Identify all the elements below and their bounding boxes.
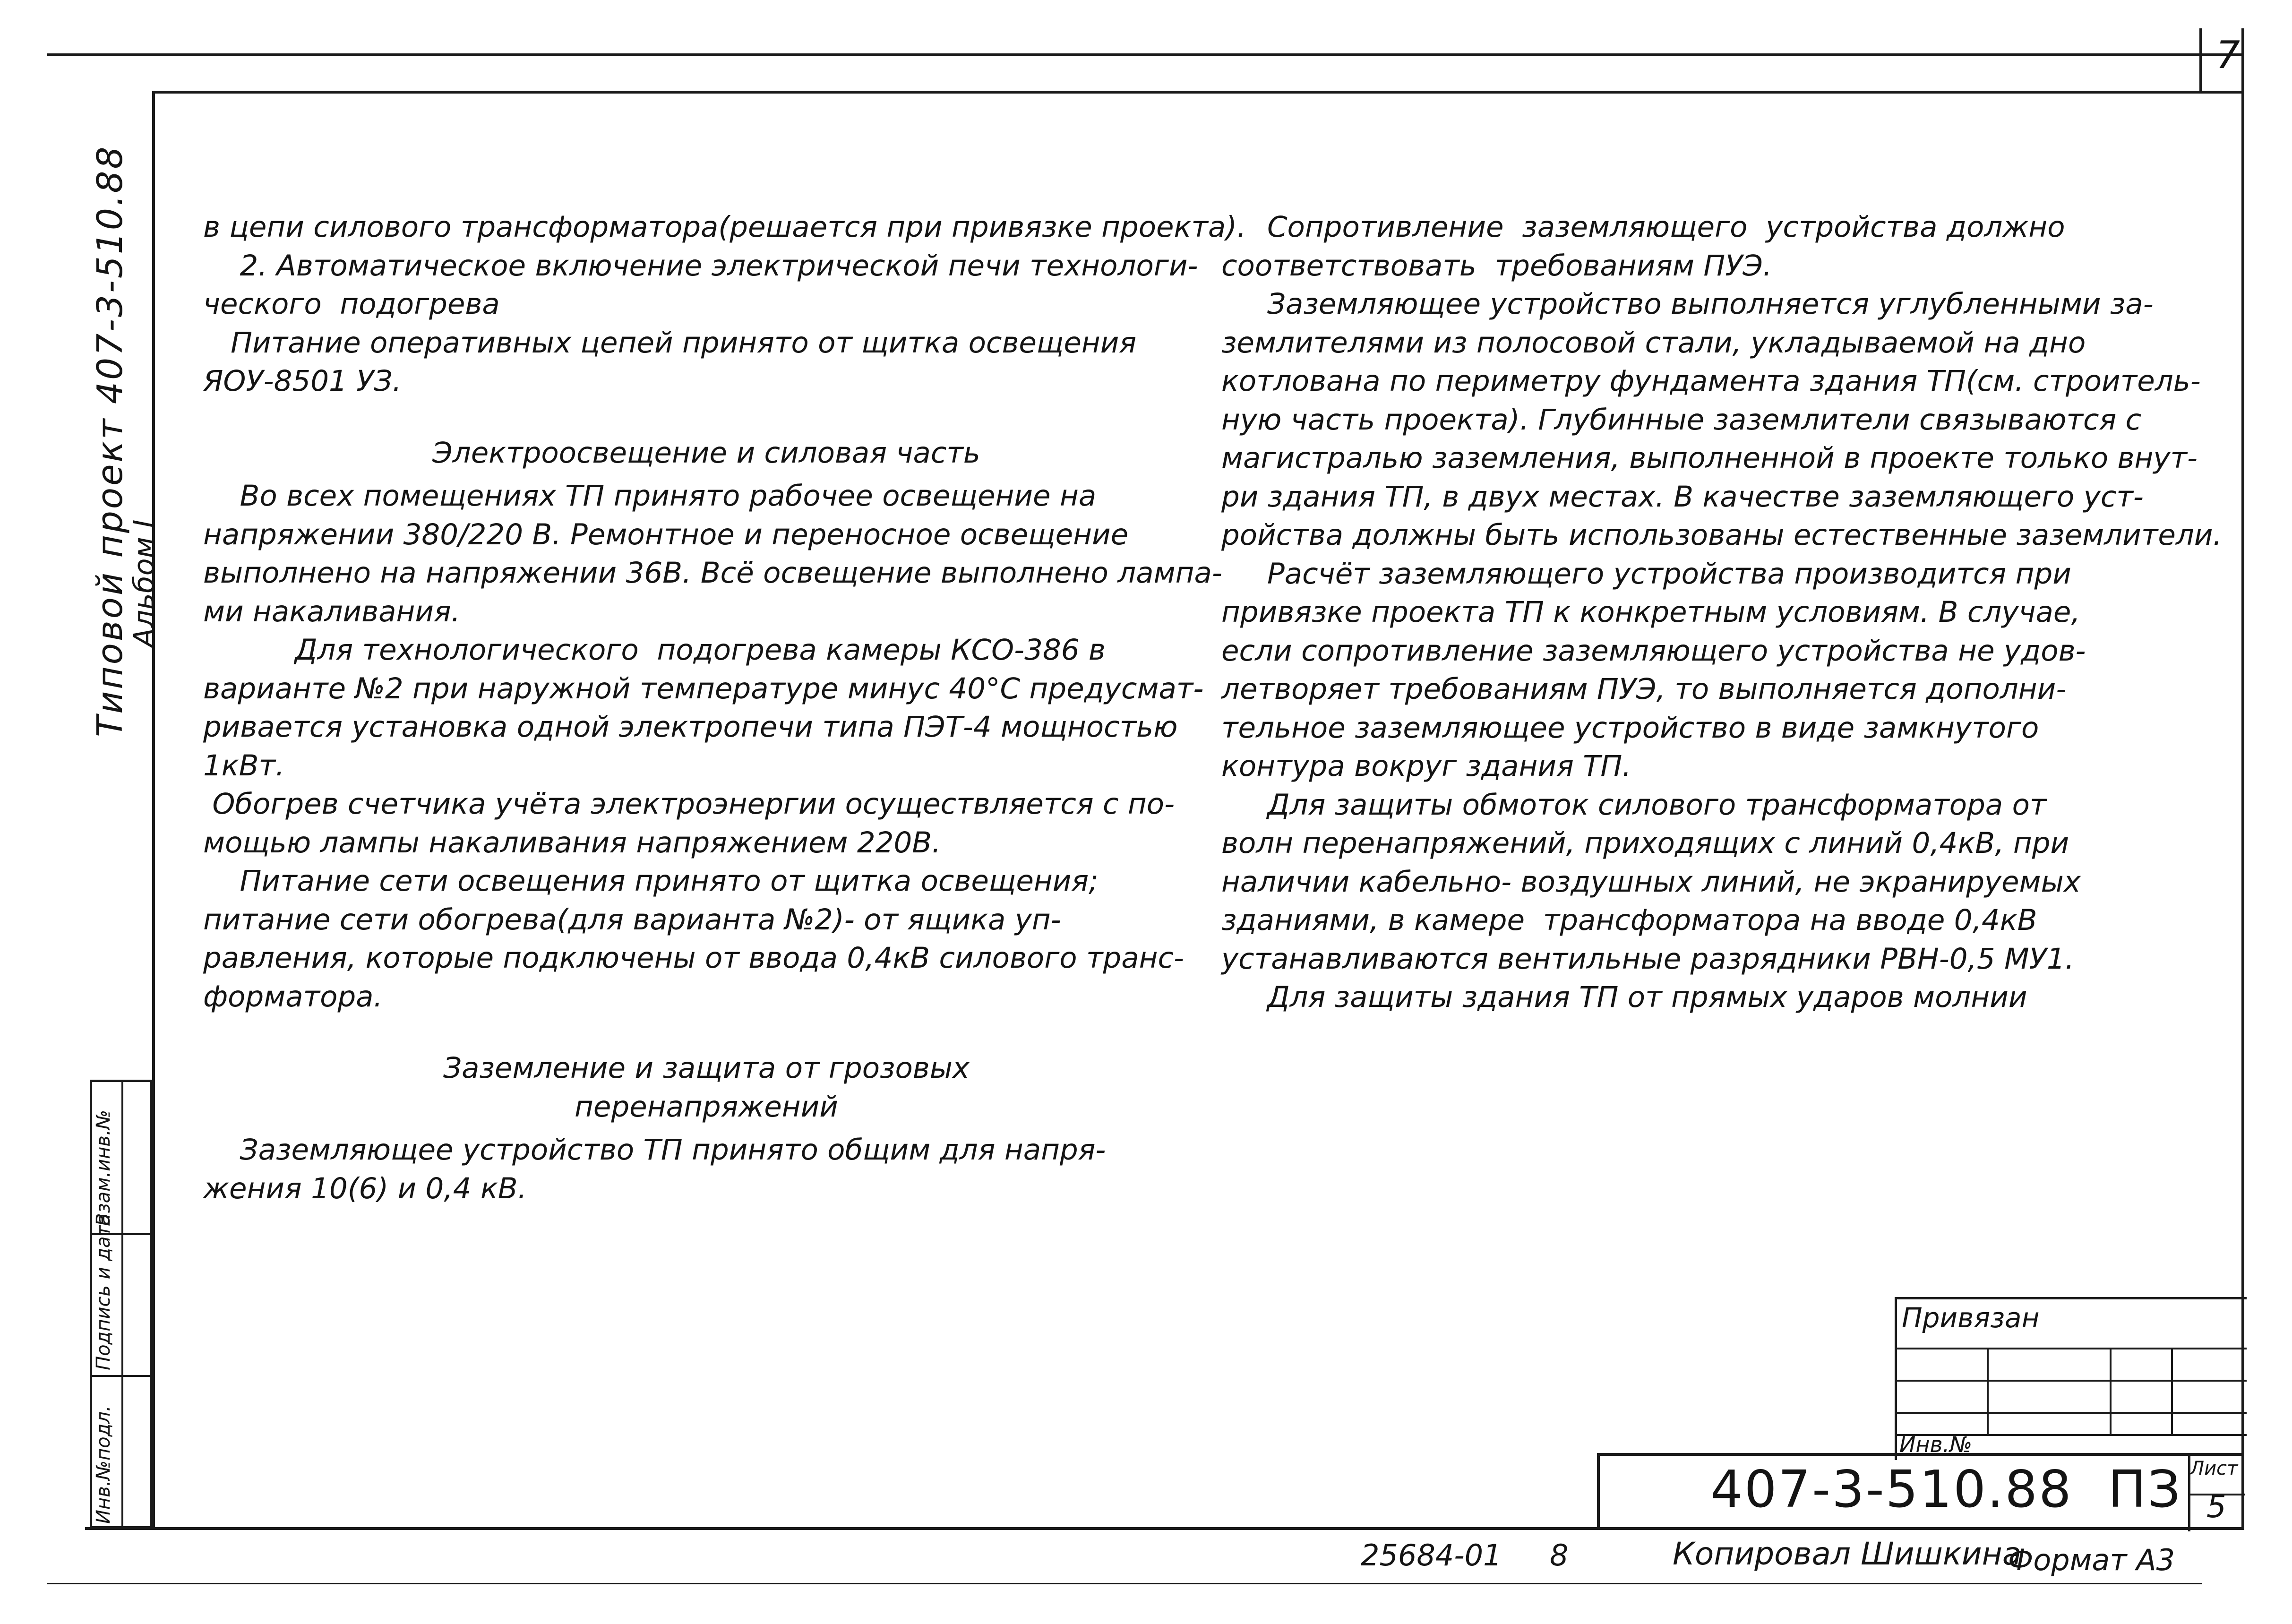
text-line: котлована по периметру фундамента здания ТП(см. строитель- <box>1221 364 2201 398</box>
paragraph <box>1221 555 2228 786</box>
text-line: Расчёт заземляющего устройства производится при <box>1221 557 2071 591</box>
text-line: если сопротивление заземляющего устройства не удов- <box>1221 634 2086 668</box>
paragraph <box>203 477 1222 631</box>
frame-left-line <box>152 91 155 1529</box>
paragraph <box>203 785 1210 862</box>
outer-bottom-line <box>47 1583 2202 1584</box>
stamp-label-signature-date: Подпись и дата <box>93 1213 114 1370</box>
text-line: Для защиты обмоток силового трансформатора от <box>1221 788 2047 822</box>
text-line: ройства должны быть использованы естественные заземлители. <box>1221 518 2222 552</box>
text-line: тельное заземляющее устройство в виде замкнутого <box>1221 711 2039 745</box>
sheet-label: Лист <box>2190 1458 2238 1479</box>
text-line: форматора. <box>203 980 383 1014</box>
stamp-label-replacement-inv: Взам.инв.№ <box>93 1109 114 1226</box>
text-line: Для технологического подогрева камеры КСО-386 в <box>203 633 1106 667</box>
text-line: летворяет требованиям ПУЭ, то выполняется дополни- <box>1221 672 2067 706</box>
paragraph <box>203 862 1210 1016</box>
text-line: мощью лампы накаливания напряжением 220В. <box>203 825 941 859</box>
text-line: Сопротивление заземляющего устройства должно <box>1221 210 2065 244</box>
paragraph <box>1221 786 2228 979</box>
paragraph <box>1221 208 2228 285</box>
frame-inner-top-line <box>152 91 2244 94</box>
order-index: 8 <box>1550 1538 1569 1572</box>
page-number-divider <box>2199 28 2202 93</box>
paragraph <box>203 324 1210 401</box>
text-line: Питание оперативных цепей принято от щитка освещения <box>203 326 1137 360</box>
text-line: наличии кабельно- воздушных линий, не экранируемых <box>1221 865 2081 899</box>
paragraph <box>203 1131 1210 1208</box>
text-line: 2. Автоматическое включение электрической печи технологи- <box>203 249 1198 283</box>
paragraph <box>203 631 1210 785</box>
left-text-column <box>203 208 1246 1208</box>
sheet-number: 5 <box>2206 1488 2226 1525</box>
text-line: напряжении 380/220 В. Ремонтное и переносное освещение <box>203 517 1129 551</box>
paragraph <box>203 247 1210 324</box>
text-line: варианте №2 при наружной температуре минус 40°С предусмат- <box>203 671 1204 705</box>
order-number: 25684-01 <box>1361 1538 1502 1572</box>
paragraph <box>203 208 1246 247</box>
doc-code: 407-3-510.88 ПЗ <box>1710 1460 2182 1519</box>
text-line: ческого подогрева <box>203 287 500 321</box>
stamp-label-inv-podl: Инв.№подл. <box>93 1405 114 1524</box>
text-line: устанавливаются вентильные разрядники РВН-0,5 МУ1. <box>1221 942 2075 976</box>
text-line: Заземляющее устройство ТП принято общим для напря- <box>203 1133 1106 1167</box>
privyazan-label: Привязан <box>1902 1302 2040 1334</box>
text-line: магистралью заземления, выполненной в проекте только внут- <box>1221 441 2198 475</box>
right-text-column <box>1221 208 2228 1017</box>
page-number: 7 <box>2216 33 2240 77</box>
text-line: зданиями, в камере трансформатора на вводе 0,4кВ <box>1221 903 2037 937</box>
text-line: равления, которые подключены от ввода 0,4кВ силового транс- <box>203 941 1185 975</box>
text-line: привязке проекта ТП к конкретным условиям. В случае, <box>1221 595 2080 629</box>
text-line: жения 10(6) и 0,4 кВ. <box>203 1171 527 1205</box>
text-line: ривается установка одной электропечи типа ПЭТ-4 мощностью <box>203 710 1178 744</box>
text-line: питание сети обогрева(для варианта №2)- от ящика уп- <box>203 902 1061 937</box>
text-line: волн перенапряжений, приходящих с линий 0,4кВ, при <box>1221 826 2069 860</box>
text-line: Во всех помещениях ТП принято рабочее освещение на <box>203 479 1097 513</box>
frame-top-line <box>47 53 2244 56</box>
section-heading: Заземление и защита от грозовых перенапряжений <box>443 1051 970 1124</box>
paragraph <box>1221 978 2228 1017</box>
text-line: ри здания ТП, в двух местах. В качестве заземляющего уст- <box>1221 480 2144 514</box>
text-line: Обогрев счетчика учёта электроэнергии осуществляется с по- <box>203 787 1175 821</box>
inv-label: Инв.№ <box>1899 1432 1973 1457</box>
text-line: выполнено на напряжении 36В. Всё освещение выполнено лампа- <box>203 556 1222 590</box>
text-line: ЯОУ-8501 УЗ. <box>203 364 402 398</box>
text-line: 1кВт. <box>203 748 285 782</box>
text-line: ную часть проекта). Глубинные заземлители связываются с <box>1221 403 2142 437</box>
text-line: землителями из полосовой стали, укладываемой на дно <box>1221 326 2086 360</box>
paper-format: Формат А3 <box>2008 1543 2175 1577</box>
text-line: контура вокруг здания ТП. <box>1221 749 1631 783</box>
paragraph <box>1221 285 2228 555</box>
text-line: Заземляющее устройство выполняется углубленными за- <box>1221 287 2154 321</box>
section-heading: Электроосвещение и силовая часть <box>432 436 980 470</box>
text-line: в цепи силового трансформатора(решается при привязке проекта). <box>203 210 1246 244</box>
text-line: ми накаливания. <box>203 594 461 628</box>
text-line: Для защиты здания ТП от прямых ударов молнии <box>1221 980 2027 1014</box>
side-title: Типовой проект 407-3-510.88 <box>90 145 130 737</box>
copied-by: Копировал Шишкина <box>1673 1536 2022 1572</box>
text-line: соответствовать требованиям ПУЭ. <box>1221 249 1772 283</box>
side-album: Альбом I <box>128 519 161 647</box>
text-line: Питание сети освещения принято от щитка освещения; <box>203 864 1099 898</box>
